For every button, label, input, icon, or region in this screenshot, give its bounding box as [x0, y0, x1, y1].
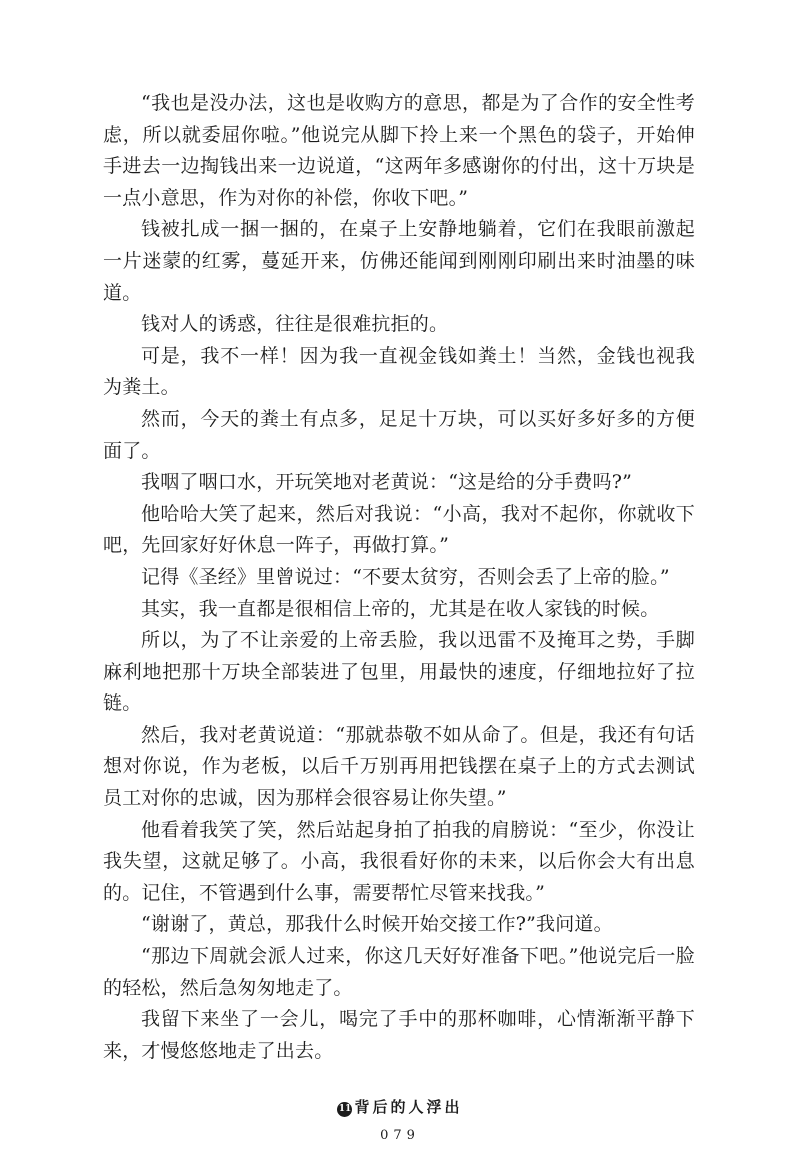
running-footer	[0, 1098, 800, 1117]
paragraph-12: 他看着我笑了笑，然后站起身拍了拍我的肩膀说：“至少，你没让我失望，这就足够了。小高，我很看好你的未来，以后你会大有出息的。记住，不管遇到什么事，需要帮忙尽管来找我。”	[103, 818, 695, 904]
paragraph-6: 我咽了咽口水，开玩笑地对老黄说：“这是给的分手费吗?”	[141, 471, 633, 494]
paragraph-8: 记得《圣经》里曾说过：“不要太贫穷，否则会丢了上帝的脸。”	[141, 565, 670, 588]
paragraph-1: “我也是没办法，这也是收购方的意思，都是为了合作的安全性考虑，所以就委屈你啦。”他说完从脚下拎上来一个黑色的袋子，开始伸手进去一边掏钱出来一边说道，“这两年多感谢你的付出，这十万块是一点小意思，作为对你的补偿，你收下吧。”	[103, 92, 695, 209]
chapter-title: 背后的人浮出	[354, 1098, 463, 1116]
body-text	[103, 88, 695, 1067]
page-number: 079	[380, 1128, 420, 1143]
paragraph-13: “谢谢了，黄总，那我什么时候开始交接工作?”我问道。	[141, 913, 613, 936]
paragraph-15: 我留下来坐了一会儿，喝完了手中的那杯咖啡，心情渐渐平静下来，才慢悠悠地走了出去。	[103, 1008, 695, 1062]
paragraph-9: 其实，我一直都是很相信上帝的，尤其是在收人家钱的时候。	[141, 597, 660, 620]
paragraph-5: 然而，今天的粪土有点多，足足十万块，可以买好多好多的方便面了。	[103, 407, 695, 462]
chapter-number-badge: 11	[337, 1102, 352, 1117]
paragraph-10: 所以，为了不让亲爱的上帝丢脸，我以迅雷不及掩耳之势，手脚麻利地把那十万块全部装进了包里，用最快的速度，仔细地拉好了拉链。	[103, 629, 695, 715]
paragraph-4: 可是，我不一样！因为我一直视金钱如粪土！当然，金钱也视我为粪土。	[103, 344, 695, 399]
paragraph-14: “那边下周就会派人过来，你这几天好好准备下吧。”他说完后一脸的轻松，然后急匆匆地走了。	[103, 945, 695, 999]
paragraph-3: 钱对人的诱惑，往往是很难抗拒的。	[141, 313, 449, 336]
paragraph-11: 然后，我对老黄说道：“那就恭敬不如从命了。但是，我还有句话想对你说，作为老板，以后千万别再用把钱摆在桌子上的方式去测试员工对你的忠诚，因为那样会很容易让你失望。”	[103, 723, 695, 810]
paragraph-2: 钱被扎成一捆一捆的，在桌子上安静地躺着，它们在我眼前激起一片迷蒙的红雾，蔓延开来，仿佛还能闻到刚刚印刷出来时油墨的味道。	[103, 218, 695, 304]
paragraph-7: 他哈哈大笑了起来，然后对我说：“小高，我对不起你，你就收下吧，先回家好好休息一阵子，再做打算。”	[103, 502, 695, 557]
